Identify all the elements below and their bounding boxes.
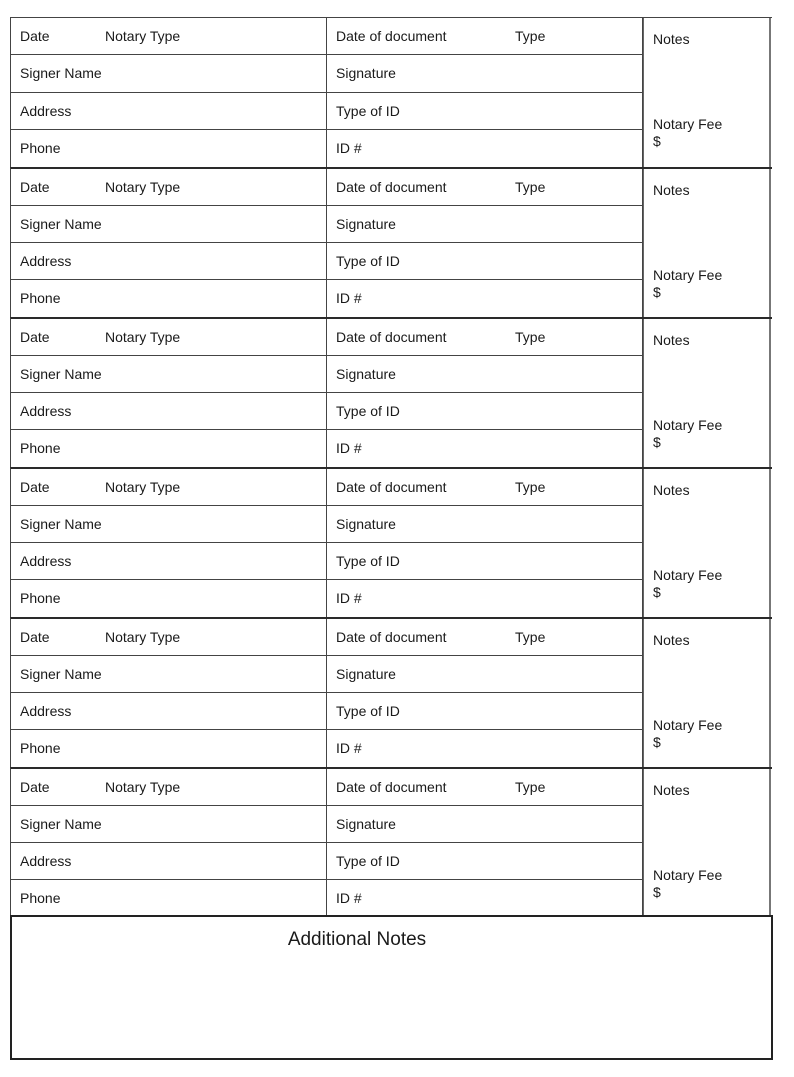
notes-fee-box[interactable]: [643, 619, 771, 767]
notes-fee-box[interactable]: [643, 18, 771, 167]
phone-label: Phone: [20, 740, 61, 756]
phone-label: Phone: [20, 139, 61, 156]
log-entry: [10, 767, 772, 917]
entry-row-phone[interactable]: [11, 730, 642, 767]
type-label: Type: [515, 629, 546, 645]
id-number-label: ID #: [336, 440, 362, 456]
notary-fee-label: Notary Fee: [653, 717, 723, 733]
date-label: Date: [20, 629, 50, 645]
type-of-id-label: Type of ID: [336, 703, 400, 719]
entry-row-date[interactable]: [11, 18, 642, 55]
date-label: Date: [20, 329, 50, 345]
id-number-label: ID #: [336, 890, 362, 906]
entry-row-date[interactable]: [11, 169, 642, 206]
phone-label: Phone: [20, 440, 61, 456]
entry-row-date[interactable]: [11, 619, 642, 656]
notes-label: Notes: [653, 182, 690, 198]
notes-fee-box[interactable]: [643, 469, 771, 617]
signer-name-label: Signer Name: [20, 816, 102, 832]
notes-label: Notes: [653, 632, 690, 648]
type-of-id-label: Type of ID: [336, 553, 400, 569]
entry-row-signer[interactable]: [11, 55, 642, 92]
signer-name-label: Signer Name: [20, 366, 102, 382]
address-label: Address: [20, 853, 72, 869]
type-of-id-label: Type of ID: [336, 102, 400, 119]
address-label: Address: [20, 253, 72, 269]
date-label: Date: [20, 479, 50, 495]
date-of-document-label: Date of document: [336, 179, 447, 195]
type-label: Type: [515, 479, 546, 495]
id-number-label: ID #: [336, 290, 362, 306]
notary-type-label: Notary Type: [105, 28, 181, 44]
phone-label: Phone: [20, 890, 61, 906]
address-label: Address: [20, 403, 72, 419]
log-entry: [10, 17, 772, 167]
address-label: Address: [20, 102, 72, 119]
date-label: Date: [20, 779, 50, 795]
date-label: Date: [20, 179, 50, 195]
entry-row-address[interactable]: [11, 843, 642, 880]
signer-name-label: Signer Name: [20, 65, 102, 82]
entry-fields: [11, 169, 643, 317]
entry-row-address[interactable]: [11, 543, 642, 580]
entry-row-phone[interactable]: [11, 130, 642, 167]
id-number-label: ID #: [336, 139, 362, 156]
notes-fee-box[interactable]: [643, 169, 771, 317]
address-label: Address: [20, 553, 72, 569]
entry-row-signer[interactable]: [11, 656, 642, 693]
signature-label: Signature: [336, 816, 396, 832]
entry-fields: [11, 619, 643, 767]
log-entry: [10, 617, 772, 767]
date-of-document-label: Date of document: [336, 779, 447, 795]
additional-notes-box[interactable]: [10, 915, 773, 1060]
signer-name-label: Signer Name: [20, 216, 102, 232]
entry-row-phone[interactable]: [11, 580, 642, 617]
date-of-document-label: Date of document: [336, 479, 447, 495]
address-label: Address: [20, 703, 72, 719]
notary-fee-label: Notary Fee: [653, 267, 723, 283]
entry-row-signer[interactable]: [11, 806, 642, 843]
date-label: Date: [20, 28, 50, 44]
currency-symbol: $: [653, 584, 661, 600]
notes-label: Notes: [653, 482, 690, 498]
entry-row-signer[interactable]: [11, 206, 642, 243]
notary-type-label: Notary Type: [105, 179, 181, 195]
currency-symbol: $: [653, 734, 661, 750]
log-entry: [10, 467, 772, 617]
notary-type-label: Notary Type: [105, 629, 181, 645]
currency-symbol: $: [653, 284, 661, 300]
date-of-document-label: Date of document: [336, 329, 447, 345]
entry-row-date[interactable]: [11, 469, 642, 506]
type-label: Type: [515, 329, 546, 345]
type-of-id-label: Type of ID: [336, 403, 400, 419]
entry-row-phone[interactable]: [11, 430, 642, 467]
notary-fee-label: Notary Fee: [653, 567, 723, 583]
signer-name-label: Signer Name: [20, 666, 102, 682]
entry-row-address[interactable]: [11, 93, 642, 130]
notary-type-label: Notary Type: [105, 329, 181, 345]
notary-fee-label: Notary Fee: [653, 867, 723, 883]
notes-fee-box[interactable]: [643, 319, 771, 467]
log-entry: [10, 317, 772, 467]
entry-row-date[interactable]: [11, 769, 642, 806]
notary-fee-label: Notary Fee: [653, 116, 723, 132]
date-of-document-label: Date of document: [336, 28, 447, 44]
signer-name-label: Signer Name: [20, 516, 102, 532]
id-number-label: ID #: [336, 740, 362, 756]
type-label: Type: [515, 28, 546, 44]
notary-type-label: Notary Type: [105, 479, 181, 495]
notary-fee-label: Notary Fee: [653, 417, 723, 433]
notary-type-label: Notary Type: [105, 779, 181, 795]
entry-row-address[interactable]: [11, 393, 642, 430]
signature-label: Signature: [336, 216, 396, 232]
type-of-id-label: Type of ID: [336, 253, 400, 269]
entry-fields: [11, 18, 643, 167]
entry-row-phone[interactable]: [11, 280, 642, 317]
currency-symbol: $: [653, 884, 661, 900]
entry-fields: [11, 319, 643, 467]
notes-fee-box[interactable]: [643, 769, 771, 917]
notes-label: Notes: [653, 782, 690, 798]
type-label: Type: [515, 779, 546, 795]
id-number-label: ID #: [336, 590, 362, 606]
type-label: Type: [515, 179, 546, 195]
entry-row-phone[interactable]: [11, 880, 642, 917]
entry-row-date[interactable]: [11, 319, 642, 356]
entry-row-address[interactable]: [11, 243, 642, 280]
signature-label: Signature: [336, 65, 396, 82]
signature-label: Signature: [336, 516, 396, 532]
date-of-document-label: Date of document: [336, 629, 447, 645]
currency-symbol: $: [653, 133, 661, 149]
entry-fields: [11, 469, 643, 617]
type-of-id-label: Type of ID: [336, 853, 400, 869]
signature-label: Signature: [336, 366, 396, 382]
entry-row-signer[interactable]: [11, 356, 642, 393]
entry-row-signer[interactable]: [11, 506, 642, 543]
notes-label: Notes: [653, 332, 690, 348]
notary-log-table: [10, 17, 772, 917]
log-entry: [10, 167, 772, 317]
entry-fields: [11, 769, 643, 917]
additional-notes-title: Additional Notes: [287, 929, 427, 950]
currency-symbol: $: [653, 434, 661, 450]
phone-label: Phone: [20, 290, 61, 306]
signature-label: Signature: [336, 666, 396, 682]
entry-row-address[interactable]: [11, 693, 642, 730]
phone-label: Phone: [20, 590, 61, 606]
notes-label: Notes: [653, 31, 690, 47]
